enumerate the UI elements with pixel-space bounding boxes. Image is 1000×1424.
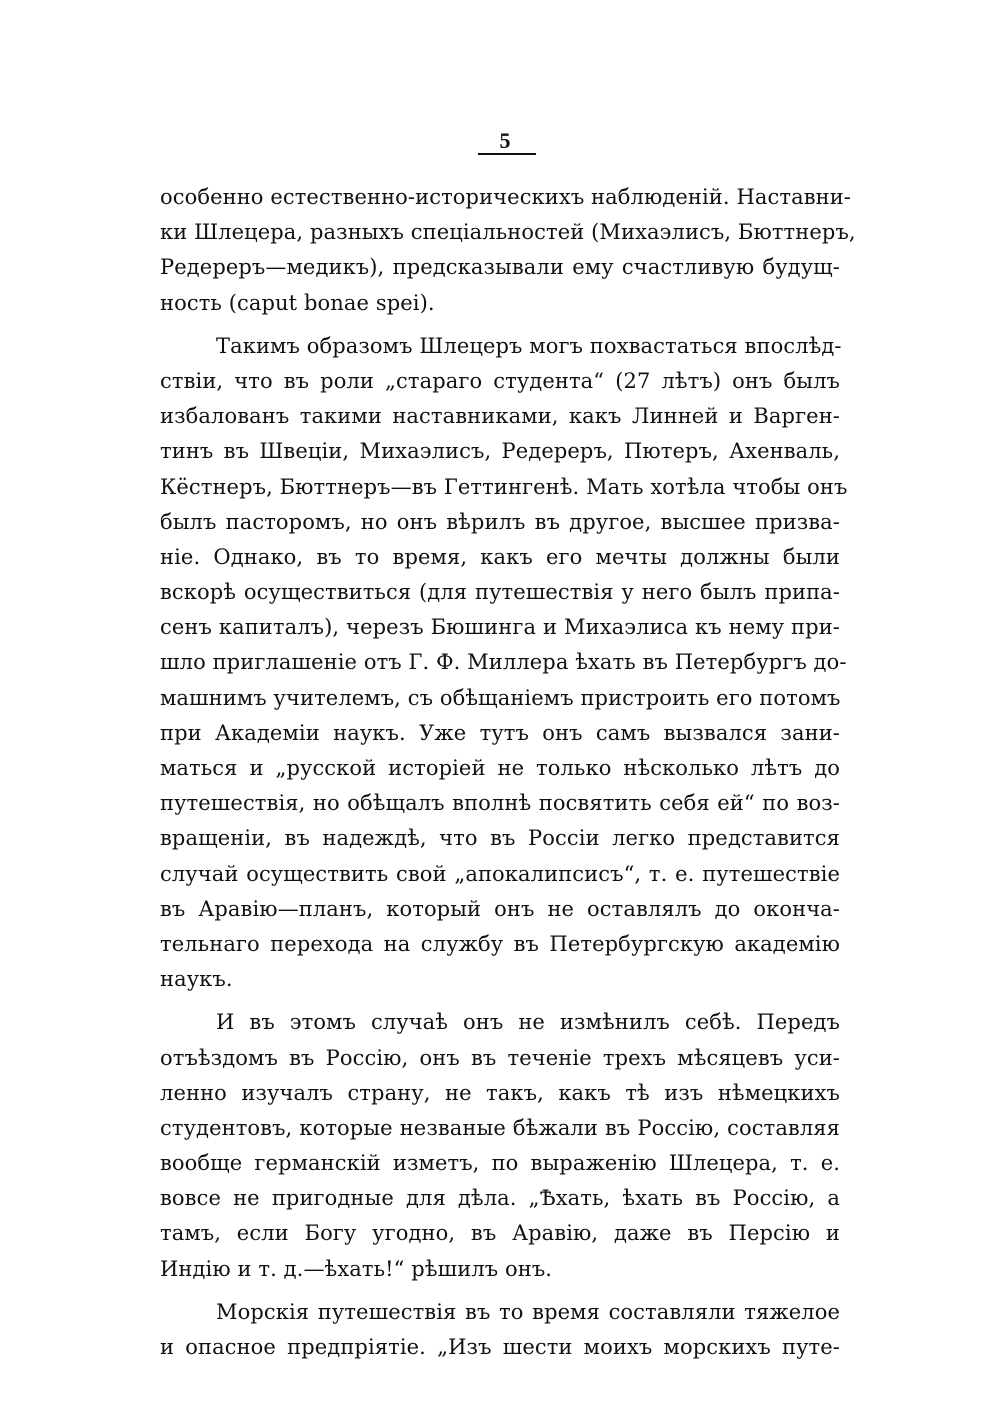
text-line: въ Аравію—планъ, который онъ не оставлялъ до оконча- [160,896,840,921]
text-line: ствіи, что въ роли „стараго студента“ (27 лѣтъ) онъ былъ [160,368,840,393]
text-line: ки Шлецера, разныхъ спеціальностей (Михаэлисъ, Бюттнеръ, [160,220,856,245]
text-line: былъ пасторомъ, но онъ вѣрилъ въ другое, высшее призва- [160,509,840,534]
page-number: 5 [499,128,511,153]
text-line: ніе. Однако, въ то время, какъ его мечты должны были [160,544,840,569]
text-line: избалованъ такими наставниками, какъ Линней и Варген- [160,404,840,429]
text-line: маться и „русской исторіей не только нѣсколько лѣтъ до [160,756,840,780]
paragraph-1 [160,180,856,321]
text-line: Кёстнеръ, Бюттнеръ—въ Геттингенѣ. Мать хотѣла чтобы онъ [160,474,848,499]
text-line: и опасное предпріятіе. „Изъ шести моихъ морскихъ путе- [160,1335,840,1359]
text-line: ленно изучалъ страну, не такъ, какъ тѣ изъ нѣмецкихъ [160,1080,840,1105]
body-text [160,180,856,1373]
text-line: отъѣздомъ въ Россію, онъ въ теченіе трехъ мѣсяцевъ уси- [160,1045,840,1070]
paragraph-4 [160,1295,840,1365]
text-line: тамъ, если Богу угодно, въ Аравію, даже въ Персію и [160,1221,840,1246]
text-line: сенъ капиталъ), черезъ Бюшинга и Михаэлиса къ нему при- [160,615,840,640]
text-line: вскорѣ осуществиться (для путешествія у него былъ припа- [160,580,840,605]
text-line: ность (caput bonae spei). [160,290,435,315]
text-line: особенно естественно-историческихъ наблюденій. Наставни- [160,185,852,209]
text-line: шло приглашеніе отъ Г. Ф. Миллера ѣхать въ Петербургъ до- [160,650,847,675]
text-line: при Академіи наукъ. Уже тутъ онъ самъ вызвался зани- [160,720,840,745]
text-line: Индію и т. д.—ѣхать!“ рѣшилъ онъ. [160,1256,553,1281]
text-line: путешествія, но обѣщалъ вполнѣ посвятить себя ей“ по воз- [160,791,840,816]
text-line: студентовъ, которые незваные бѣжали въ Россію, составляя [160,1115,840,1140]
text-line: машнимъ учителемъ, съ обѣщаніемъ пристроить его потомъ [160,685,841,710]
text-line: тинъ въ Швеціи, Михаэлисъ, Редереръ, Пютеръ, Ахенваль, [160,439,840,464]
text-line: вовсе не пригодные для дѣла. „Ѣхать, ѣхать въ Россію, а [160,1186,840,1211]
text-line: Такимъ образомъ Шлецеръ могъ похвастаться впослѣд- [216,333,842,358]
text-line: вообще германскій изметъ, по выраженію Шлецера, т. е. [160,1151,840,1176]
text-line: наукъ. [160,967,233,992]
paragraph-3 [160,1005,840,1287]
page-number-rule [478,153,536,155]
text-line: Редереръ—медикъ), предсказывали ему счастливую будущ- [160,255,840,280]
text-line: вращеніи, въ надеждѣ, что въ Россіи легко представится [160,826,840,851]
text-line: случай осуществить свой „апокалипсисъ“, т. е. путешествіе [160,861,840,886]
text-line: И въ этомъ случаѣ онъ не измѣнилъ себѣ. Передъ [216,1010,840,1035]
paragraph-2 [160,329,848,998]
text-line: Морскія путешествія въ то время составляли тяжелое [216,1299,840,1324]
text-line: тельнаго перехода на службу въ Петербургскую академію [160,931,840,956]
